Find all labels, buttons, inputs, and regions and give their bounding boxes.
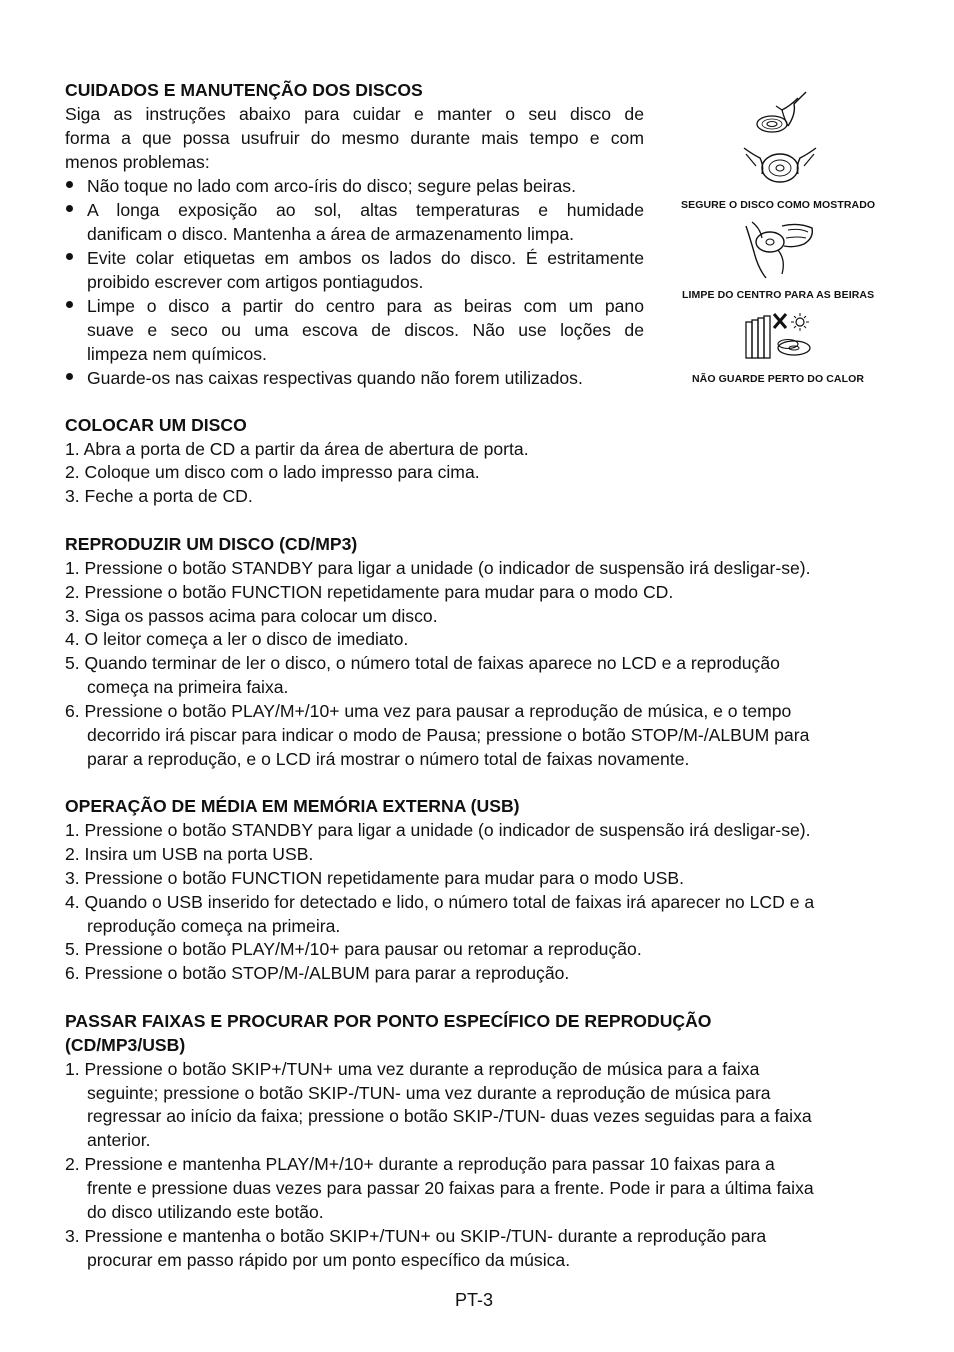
care-bullet-text: Guarde-os nas caixas respectivas quando não forem utilizados. (87, 368, 583, 388)
skip-heading: PASSAR FAIXAS E PROCURAR POR PONTO ESPECÍFICO DE REPRODUÇÃO (65, 1011, 712, 1031)
bullet-dot (66, 205, 73, 212)
usb-step: 4. Quando o USB inserido for detectado e lido, o número total de faixas irá aparecer no LCD e a (65, 892, 815, 912)
skip-step: regressar ao início da faixa; pressione o botão SKIP-/TUN- duas vezes seguidas para a faixa (87, 1106, 812, 1126)
load-heading: COLOCAR UM DISCO (65, 415, 247, 435)
usb-step: 2. Insira um USB na porta USB. (65, 844, 314, 864)
care-bullet-text: Limpe o disco a partir do centro para as beiras com um pano (87, 296, 644, 316)
hand-touching-disc-icon (752, 90, 812, 138)
care-heading: CUIDADOS E MANUTENÇÃO DOS DISCOS (65, 80, 423, 100)
bullet-dot (66, 181, 73, 188)
care-bullet-text: danificam o disco. Mantenha a área de armazenamento limpa. (87, 224, 575, 244)
caption-no-heat: NÃO GUARDE PERTO DO CALOR (692, 373, 865, 385)
bullet-dot (66, 301, 73, 308)
load-step: 2. Coloque um disco com o lado impresso para cima. (65, 462, 480, 482)
play-step: decorrido irá piscar para indicar o modo de Pausa; pressione o botão STOP/M-/ALBUM para (87, 725, 810, 745)
caption-hold-disc: SEGURE O DISCO COMO MOSTRADO (681, 199, 876, 211)
care-intro-line: menos problemas: (65, 152, 210, 172)
no-heat-storage-icon (744, 308, 814, 364)
skip-step: 3. Pressione e mantenha o botão SKIP+/TUN+ ou SKIP-/TUN- durante a reprodução para (65, 1226, 767, 1246)
play-step: parar a reprodução, e o LCD irá mostrar o número total de faixas novamente. (87, 749, 690, 769)
play-heading: REPRODUZIR UM DISCO (CD/MP3) (65, 534, 358, 554)
skip-step: anterior. (87, 1130, 151, 1150)
skip-heading: (CD/MP3/USB) (65, 1035, 186, 1055)
care-intro-line: forma a que possa usufruir do mesmo durante mais tempo e com (65, 128, 644, 148)
skip-step: frente e pressione duas vezes para passar 20 faixas para a frente. Pode ir para a última faixa (87, 1178, 814, 1198)
bullet-dot (66, 373, 73, 380)
page-number: PT-3 (455, 1290, 494, 1310)
bullet-dot (66, 253, 73, 260)
play-step: 2. Pressione o botão FUNCTION repetidamente para mudar para o modo CD. (65, 582, 674, 602)
usb-step: 5. Pressione o botão PLAY/M+/10+ para pausar ou retomar a reprodução. (65, 939, 642, 959)
play-step: 3. Siga os passos acima para colocar um disco. (65, 606, 438, 626)
play-step: 4. O leitor começa a ler o disco de imediato. (65, 629, 409, 649)
skip-step: 1. Pressione o botão SKIP+/TUN+ uma vez durante a reprodução de música para a faixa (65, 1059, 760, 1079)
hands-holding-disc-icon (742, 144, 818, 188)
care-bullet-text: Não toque no lado com arco-íris do disco; segure pelas beiras. (87, 176, 576, 196)
load-step: 3. Feche a porta de CD. (65, 486, 253, 506)
play-step: 5. Quando terminar de ler o disco, o número total de faixas aparece no LCD e a reprodução (65, 653, 780, 673)
care-bullet-text: limpeza nem químicos. (87, 344, 267, 364)
usb-step: 1. Pressione o botão STANDBY para ligar a unidade (o indicador de suspensão irá desligar-se). (65, 820, 811, 840)
caption-clean-disc: LIMPE DO CENTRO PARA AS BEIRAS (682, 289, 875, 301)
usb-step: 6. Pressione o botão STOP/M-/ALBUM para parar a reprodução. (65, 963, 570, 983)
play-step: 1. Pressione o botão STANDBY para ligar a unidade (o indicador de suspensão irá desligar-se). (65, 558, 811, 578)
care-bullet-text: Evite colar etiquetas em ambos os lados do disco. É estritamente (87, 248, 644, 268)
skip-step: do disco utilizando este botão. (87, 1202, 324, 1222)
load-step: 1. Abra a porta de CD a partir da área de abertura de porta. (65, 439, 529, 459)
care-intro-line: Siga as instruções abaixo para cuidar e manter o seu disco de (65, 104, 644, 124)
usb-step: reprodução começa na primeira. (87, 916, 341, 936)
skip-step: 2. Pressione e mantenha PLAY/M+/10+ durante a reprodução para passar 10 faixas para a (65, 1154, 775, 1174)
skip-step: procurar em passo rápido por um ponto específico da música. (87, 1250, 571, 1270)
play-step: começa na primeira faixa. (87, 677, 289, 697)
skip-step: seguinte; pressione o botão SKIP-/TUN- uma vez durante a reprodução de música para (87, 1083, 771, 1103)
cleaning-disc-icon (742, 218, 816, 282)
care-bullet-text: A longa exposição ao sol, altas temperaturas e humidade (87, 200, 644, 220)
care-bullet-text: suave e seco ou uma escova de discos. Não use loções de (87, 320, 644, 340)
play-step: 6. Pressione o botão PLAY/M+/10+ uma vez para pausar a reprodução de música, e o tempo (65, 701, 792, 721)
care-bullet-text: proibido escrever com artigos pontiagudos. (87, 272, 424, 292)
usb-step: 3. Pressione o botão FUNCTION repetidamente para mudar para o modo USB. (65, 868, 685, 888)
usb-heading: OPERAÇÃO DE MÉDIA EM MEMÓRIA EXTERNA (USB) (65, 796, 520, 816)
